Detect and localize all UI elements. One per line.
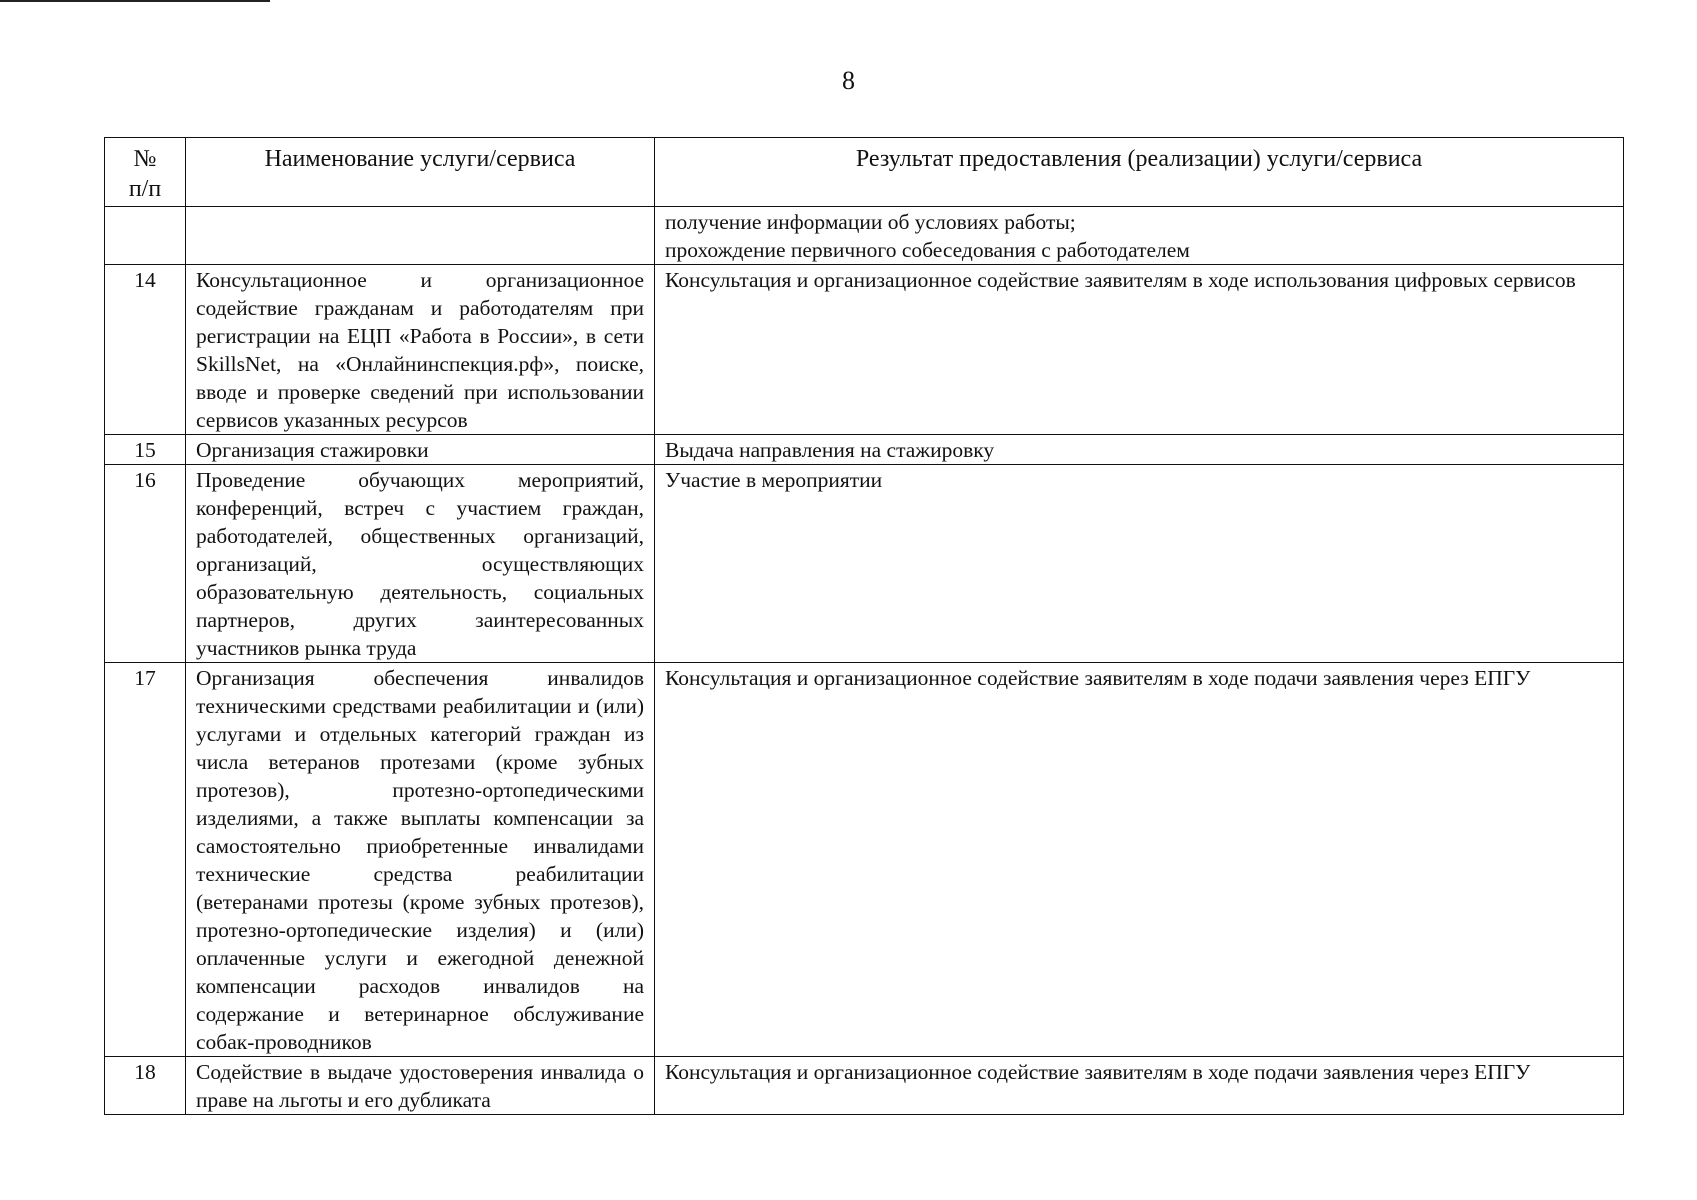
row-service-name: Консультационное и организационное содействие гражданам и работодателям при регистрации на ЕЦП «Работа в России», в сети SkillsNet, на «Онлайнинспекция.рф», поиске, вводе и проверке сведений при использовании сервисов указанных ресурсов	[186, 265, 655, 435]
table-body	[105, 207, 1624, 1115]
page-number: 8	[842, 66, 855, 95]
header-service-result: Результат предоставления (реализации) услуги/сервиса	[655, 138, 1624, 207]
row-number: 16	[105, 465, 186, 663]
row-service-result	[655, 435, 1624, 465]
result-line: Выдача направления на стажировку	[665, 438, 995, 462]
row-service-result	[655, 265, 1624, 435]
row-service-result	[655, 663, 1624, 1057]
result-line: прохождение первичного собеседования с работодателем	[665, 238, 1190, 262]
row-number	[105, 207, 186, 265]
result-line: Консультация и организационное содействие заявителям в ходе подачи заявления через ЕПГУ	[665, 666, 1531, 690]
result-line: получение информации об условиях работы;	[665, 210, 1076, 234]
row-service-result	[655, 207, 1624, 265]
table-row	[105, 465, 1624, 663]
result-line: Консультация и организационное содействие заявителям в ходе использования цифровых сервисов	[665, 268, 1576, 292]
table-row	[105, 663, 1624, 1057]
table-row	[105, 1057, 1624, 1115]
row-number: 17	[105, 663, 186, 1057]
result-line: Участие в мероприятии	[665, 468, 883, 492]
header-number-line1: №	[133, 146, 157, 172]
table-row	[105, 207, 1624, 265]
row-service-name: Проведение обучающих мероприятий, конференций, встреч с участием граждан, работодателей, общественных организаций, организаций, осуществляющих образовательную деятельность, социальных партнеров, других заинтересованных участников рынка труда	[186, 465, 655, 663]
table-header	[105, 138, 1624, 207]
header-number-line2: п/п	[128, 176, 162, 202]
services-table	[104, 137, 1624, 1115]
header-number	[105, 138, 186, 207]
row-service-result	[655, 1057, 1624, 1115]
row-number: 15	[105, 435, 186, 465]
table-row	[105, 265, 1624, 435]
header-row	[105, 138, 1624, 207]
row-service-name: Организация стажировки	[186, 435, 655, 465]
row-service-name: Организация обеспечения инвалидов техническими средствами реабилитации и (или) услугами и отдельных категорий граждан из числа ветеранов протезами (кроме зубных протезов), протезно-ортопедическими изделиями, а также выплаты компенсации за самостоятельно приобретенные инвалидами технические средства реабилитации (ветеранами протезы (кроме зубных протезов), протезно-ортопедические изделия) и (или) оплаченные услуги и ежегодной денежной компенсации расходов инвалидов на содержание и ветеринарное обслуживание собак-проводников	[186, 663, 655, 1057]
row-service-name	[186, 207, 655, 265]
row-service-result	[655, 465, 1624, 663]
result-line: Консультация и организационное содействие заявителям в ходе подачи заявления через ЕПГУ	[665, 1060, 1531, 1084]
scan-edge-mark	[0, 0, 270, 2]
row-number: 14	[105, 265, 186, 435]
header-service-name: Наименование услуги/сервиса	[186, 138, 655, 207]
row-service-name: Содействие в выдаче удостоверения инвалида о праве на льготы и его дубликата	[186, 1057, 655, 1115]
row-number: 18	[105, 1057, 186, 1115]
table-row	[105, 435, 1624, 465]
